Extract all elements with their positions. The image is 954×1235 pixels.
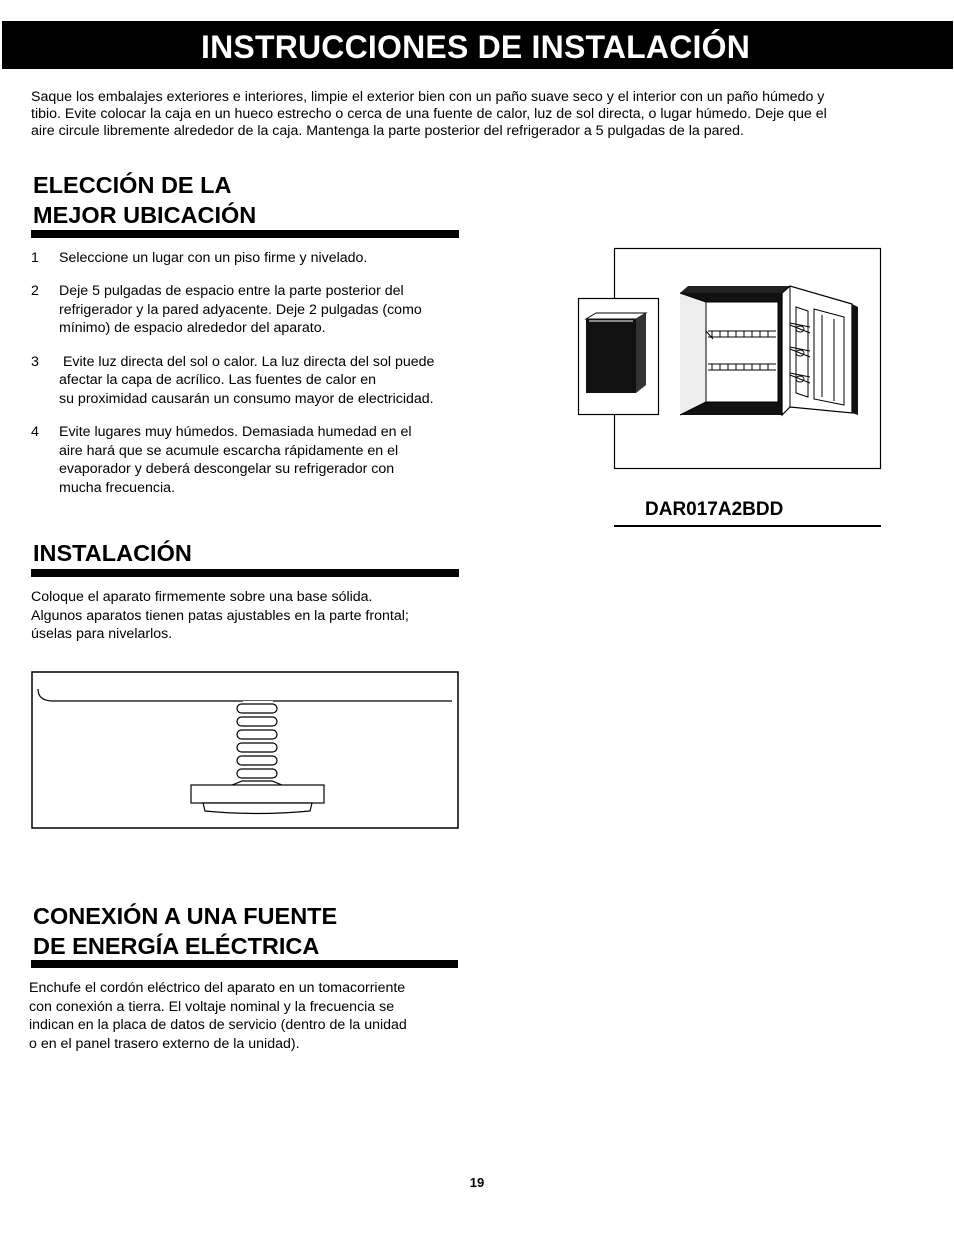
intro-line: aire circule libremente alrededor de la caja. Mantenga la parte posterior del refrigerador a 5 pulgadas de la pared.: [31, 123, 744, 139]
title-banner: [2, 21, 953, 69]
model-underline: [614, 525, 881, 527]
location-heading: ELECCIÓN DE LA MEJOR UBICACIÓN: [33, 172, 257, 228]
page-number: 19: [469, 1175, 485, 1190]
item-number: 1: [31, 250, 39, 266]
model-number: DAR017A2BDD: [645, 499, 784, 520]
list-item: 4 Evite lugares muy húmedos. Demasiada humedad en el aire hará que se acumule escarcha rápidamente en el evaporador y deberá descongelar su refrigerador con mucha frecuencia.: [31, 423, 412, 496]
section-divider: [31, 569, 459, 577]
section-divider: [31, 960, 458, 968]
power-heading: CONEXIÓN A UNA FUENTE DE ENERGÍA ELÉCTRICA: [33, 903, 338, 959]
list-item: 2 Deje 5 pulgadas de espacio entre la parte posterior del refrigerador y la pared adyacente. Deje 2 pulgadas (como mínimo) de espacio alrededor del aparato.: [31, 283, 422, 337]
installation-paragraph: Coloque el aparato firmemente sobre una base sólida. Algunos aparatos tienen patas ajustables en la parte frontal; úselas para nivelarlos.: [31, 589, 409, 643]
intro-line: Saque los embalajes exteriores e interiores, limpie el exterior bien con un paño suave seco y el interior con un paño húmedo y: [31, 89, 825, 105]
intro-line: tibio. Evite colocar la caja en un hueco estrecho o cerca de una fuente de calor, luz de sol directa, o lugar húmedo. Deje que el: [31, 106, 827, 122]
item-number: 2: [31, 283, 39, 300]
item-number: 3: [31, 353, 39, 370]
location-list: [31, 249, 471, 512]
leveling-leg-illustration: [31, 671, 460, 830]
power-paragraph: Enchufe el cordón eléctrico del aparato en un tomacorriente con conexión a tierra. El voltaje nominal y la frecuencia se indican en la placa de datos de servicio (dentro de la unidad o en el panel trasero externo de la unidad).: [29, 980, 407, 1052]
section-divider: [31, 230, 459, 238]
list-item: 3 Evite luz directa del sol o calor. La luz directa del sol puede afectar la capa de acrílico. Las fuentes de calor en su proximidad causarán un consumo mayor de electricidad.: [31, 353, 435, 407]
intro-paragraph: [31, 89, 911, 140]
refrigerator-illustration: [576, 247, 884, 471]
list-item: 1 Seleccione un lugar con un piso firme y nivelado.: [31, 250, 368, 266]
item-number: 4: [31, 423, 39, 440]
page-title: INSTRUCCIONES DE INSTALACIÓN: [201, 29, 751, 65]
installation-heading: INSTALACIÓN: [33, 540, 192, 566]
